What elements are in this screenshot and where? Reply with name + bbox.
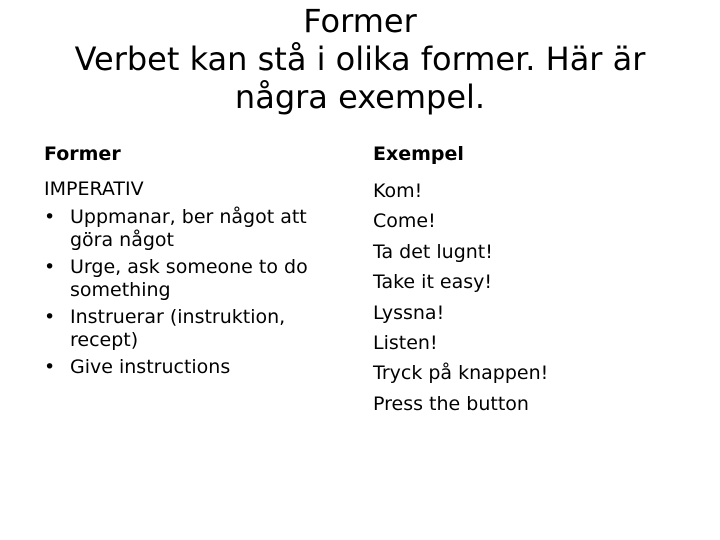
title-line-3: några exempel. [234,78,486,116]
bullet-list [44,206,344,379]
bullet-icon: • [44,356,56,378]
list-item [44,356,344,379]
example-line: Ta det lugnt! [373,240,493,263]
bullet-icon: • [44,256,56,278]
right-column-heading: Exempel [373,143,464,165]
forms-column [44,176,344,383]
bullet-text: Give instructions [70,356,231,378]
example-line: Kom! [373,180,423,202]
list-item [44,256,344,302]
title-line-1: Former [303,2,417,40]
title-line-2: Verbet kan stå i olika former. Här är [74,40,646,78]
bullet-text: Uppmanar, ber något att göra något [70,206,307,251]
list-item [44,206,344,252]
bullet-text: Urge, ask someone to do something [70,256,308,301]
example-line: Come! [373,210,436,233]
category-label: IMPERATIV [44,178,144,200]
bullet-icon: • [44,206,56,228]
example-line: Lyssna! [373,301,445,324]
example-line: Take it easy! [373,271,493,294]
bullet-text: Instruerar (instruktion, recept) [70,306,286,351]
example-line: Press the button [373,392,529,415]
examples-column [373,176,693,419]
bullet-icon: • [44,306,56,328]
slide-title [0,2,720,116]
left-column-heading: Former [44,143,121,165]
example-line: Listen! [373,332,438,355]
list-item [44,306,344,352]
example-line: Tryck på knappen! [373,362,549,385]
